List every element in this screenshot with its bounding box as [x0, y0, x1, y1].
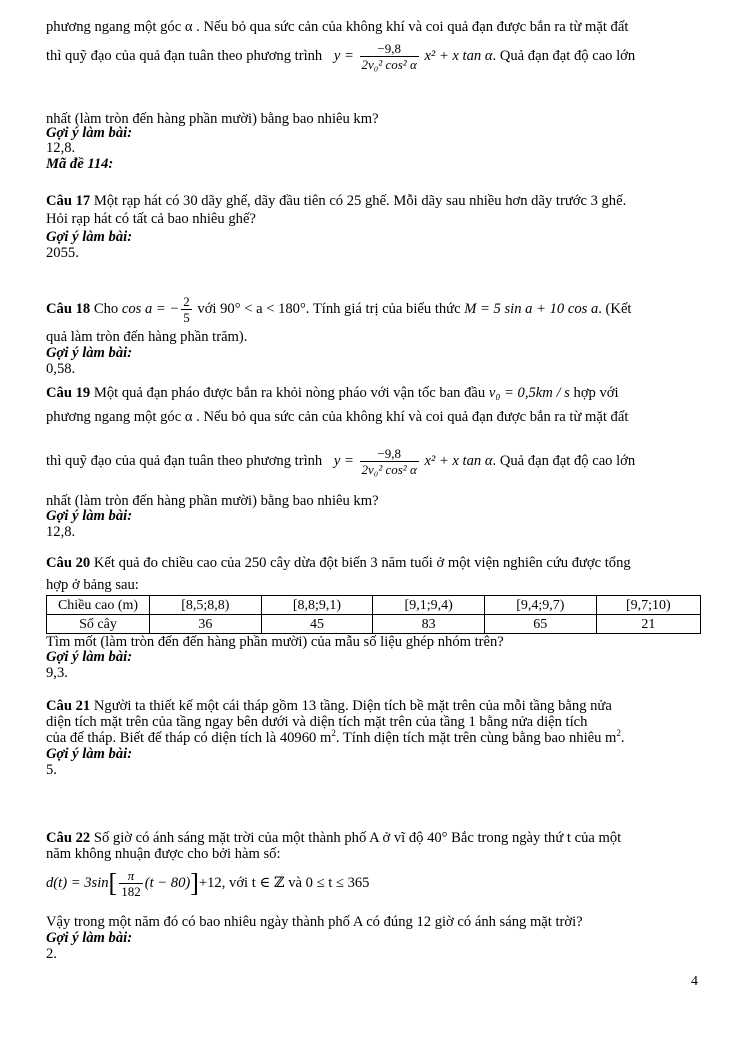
- intro-line2-text: thì quỹ đạo của quả đạn tuân theo phương trình: [46, 47, 323, 64]
- table-cell: 45: [261, 615, 373, 634]
- answer: 12,8.: [46, 524, 76, 540]
- formula-lhs: y =: [333, 452, 354, 469]
- question-21: Câu 21 Người ta thiết kế một cái tháp gồm 13 tầng. Diện tích bề mặt trên của mỗi tầng bằng nửa diện tích mặt trên của tầng ngay bên dưới và diện tích mặt trên của tầng 1 bằng nửa diện tích của đế tháp. Biết đế tháp có diện tích là 40960 $m^2$. Tính diện tích mặt trên cùng bằng bao nhiêu $m^2$. Gợi ý làm bài: 5.: [46, 698, 625, 778]
- formula-numerator: −9,8: [360, 446, 419, 462]
- question-19-formula-line: [46, 446, 635, 477]
- hint-label: Gợi ý làm bài:: [46, 229, 133, 245]
- question-19: [46, 384, 628, 426]
- superscript: 2: [331, 728, 336, 739]
- formula-fraction: [360, 41, 419, 72]
- question-label: Câu 22: [46, 830, 91, 846]
- question-label: Câu 17: [46, 193, 91, 209]
- formula-denominator: 2v₀² cos² α: [361, 57, 417, 72]
- question-22: [46, 830, 621, 862]
- formula: d(t) = 3sin: [46, 874, 109, 891]
- intro-formula-line: [46, 41, 635, 72]
- answer: 9,3.: [46, 665, 68, 681]
- answer: 5.: [46, 762, 57, 778]
- question-text: Số giờ có ánh sáng mặt trời của một thành phố A ở vĩ độ 40° Bắc trong ngày thứ t của một: [93, 830, 622, 846]
- question-text: năm không nhuận được cho bởi hàm số:: [46, 846, 281, 862]
- hint-label: Gợi ý làm bài:: [46, 649, 133, 665]
- question-text: Cho: [93, 300, 119, 317]
- question-19-tail: [46, 492, 379, 541]
- question-text: của đế tháp. Biết đế tháp có diện tích là 40960 m: [46, 730, 332, 746]
- question-label: Câu 19: [46, 385, 91, 401]
- formula: (t − 80): [144, 874, 191, 891]
- question-20: [46, 554, 701, 682]
- table-cell: Chiều cao (m): [47, 596, 150, 615]
- question-text: thì quỹ đạo của quả đạn tuân theo phương trình: [46, 452, 323, 469]
- question-22-formula: [46, 868, 369, 899]
- formula: +12: [198, 874, 222, 891]
- formula-fraction: [119, 868, 143, 899]
- exam-code-label: Mã đề 114:: [46, 156, 114, 172]
- formula-fraction: [360, 446, 419, 477]
- fraction-numerator: π: [119, 868, 143, 884]
- question-text: phương ngang một góc α . Nếu bỏ qua sức cản của không khí và coi quả đạn được bắn ra từ mặt đất: [46, 409, 629, 425]
- question-22-tail: [46, 914, 583, 962]
- answer: 12,8.: [46, 140, 76, 156]
- question-text: Người ta thiết kế một cái tháp gồm 13 tầng. Diện tích bề mặt trên của mỗi tầng bằng nửa: [93, 698, 612, 714]
- table-cell: [8,8;9,1): [261, 596, 373, 615]
- bracket-open: [: [108, 868, 118, 898]
- question-label: Câu 20: [46, 555, 91, 571]
- question-text: . (Kết: [598, 300, 632, 317]
- formula: M = 5 sin a + 10 cos a: [464, 300, 599, 317]
- formula-fraction: [181, 294, 192, 325]
- formula-lhs: y =: [333, 47, 354, 64]
- question-17: [46, 192, 626, 262]
- question-18: [46, 294, 631, 325]
- table-cell: Số cây: [47, 615, 150, 634]
- question-text: Vậy trong một năm đó có bao nhiêu ngày thành phố A có đúng 12 giờ có ánh sáng mặt trời?: [46, 914, 583, 930]
- fraction-denominator: 182: [121, 884, 141, 899]
- question-label: Câu 21: [46, 698, 91, 714]
- hint-label: Gợi ý làm bài:: [46, 508, 133, 524]
- bracket-close: ]: [190, 868, 199, 898]
- hint-label: Gợi ý làm bài:: [46, 125, 133, 141]
- question-label: Câu 18: [46, 300, 91, 317]
- question-text: quả làm tròn đến hàng phần trăm).: [46, 329, 248, 345]
- answer: 2.: [46, 946, 57, 962]
- question-text: hợp với: [573, 385, 619, 401]
- question-text: Một quả đạn pháo được bắn ra khỏi nòng pháo với vận tốc ban đầu: [93, 385, 486, 401]
- data-table: [46, 595, 701, 634]
- table-cell: 21: [596, 615, 700, 634]
- superscript: 2: [616, 728, 621, 739]
- page-number: 4: [691, 974, 698, 989]
- intro-line3: nhất (làm tròn đến hàng phần mười) bằng bao nhiêu km?: [46, 111, 379, 127]
- formula-numerator: −9,8: [360, 41, 419, 57]
- question-18-tail: [46, 328, 247, 378]
- formula-denominator: 2v₀² cos² α: [361, 462, 417, 477]
- hint-label: Gợi ý làm bài:: [46, 930, 133, 946]
- formula-condition: , với t ∈ ℤ và 0 ≤ t ≤ 365: [221, 874, 370, 891]
- formula-rest: x² + x tan α: [424, 452, 493, 469]
- table-row: [47, 596, 701, 615]
- intro-tail: [46, 110, 379, 173]
- question-text: Tìm mốt (làm tròn đến đến hàng phần mười) của mẫu số liệu ghép nhóm trên?: [46, 634, 504, 650]
- hint-label: Gợi ý làm bài:: [46, 345, 133, 361]
- table-cell: [9,4;9,7): [484, 596, 596, 615]
- intro-line1: phương ngang một góc α . Nếu bỏ qua sức cản của không khí và coi quả đạn được bắn ra từ mặt đất: [46, 19, 629, 35]
- table-cell: 65: [484, 615, 596, 634]
- intro-line2-tail: . Quả đạn đạt độ cao lớn: [492, 47, 636, 64]
- question-text: Kết quả đo chiều cao của 250 cây dừa đột biến 3 năm tuổi ở một viện nghiên cứu được tổng: [93, 555, 631, 571]
- question-text: với 90° < a < 180°. Tính giá trị của biểu thức: [197, 300, 461, 317]
- question-text: Một rạp hát có 30 dãy ghế, dãy đầu tiên có 25 ghế. Mỗi dãy sau nhiều hơn dãy trước 3 ghế.: [93, 193, 627, 209]
- question-text: . Tính diện tích mặt trên cùng bằng bao nhiêu m: [335, 730, 617, 746]
- formula: v₀ = 0,5km / s: [488, 385, 570, 401]
- table-cell: 36: [150, 615, 262, 634]
- table-cell: 83: [373, 615, 485, 634]
- table-cell: [8,5;8,8): [150, 596, 262, 615]
- answer: 2055.: [46, 245, 79, 261]
- table-cell: [9,7;10): [596, 596, 700, 615]
- question-text: nhất (làm tròn đến hàng phần mười) bằng bao nhiêu km?: [46, 493, 379, 509]
- intro-block: [46, 18, 628, 36]
- formula: cos a = −: [121, 300, 180, 317]
- formula-rest: x² + x tan α: [424, 47, 493, 64]
- hint-label: Gợi ý làm bài:: [46, 746, 133, 762]
- table-row: [47, 615, 701, 634]
- question-text: . Quả đạn đạt độ cao lớn: [492, 452, 636, 469]
- fraction-numerator: 2: [183, 294, 190, 309]
- answer: 0,58.: [46, 361, 76, 377]
- question-text: hợp ở bảng sau:: [46, 577, 139, 593]
- question-text: diện tích mặt trên của tầng ngay bên dưới và diện tích mặt trên của tầng 1 bằng nửa diện tích: [46, 714, 588, 730]
- fraction-denominator: 5: [183, 310, 190, 325]
- table-cell: [9,1;9,4): [373, 596, 485, 615]
- question-text: Hỏi rạp hát có tất cả bao nhiêu ghế?: [46, 211, 256, 227]
